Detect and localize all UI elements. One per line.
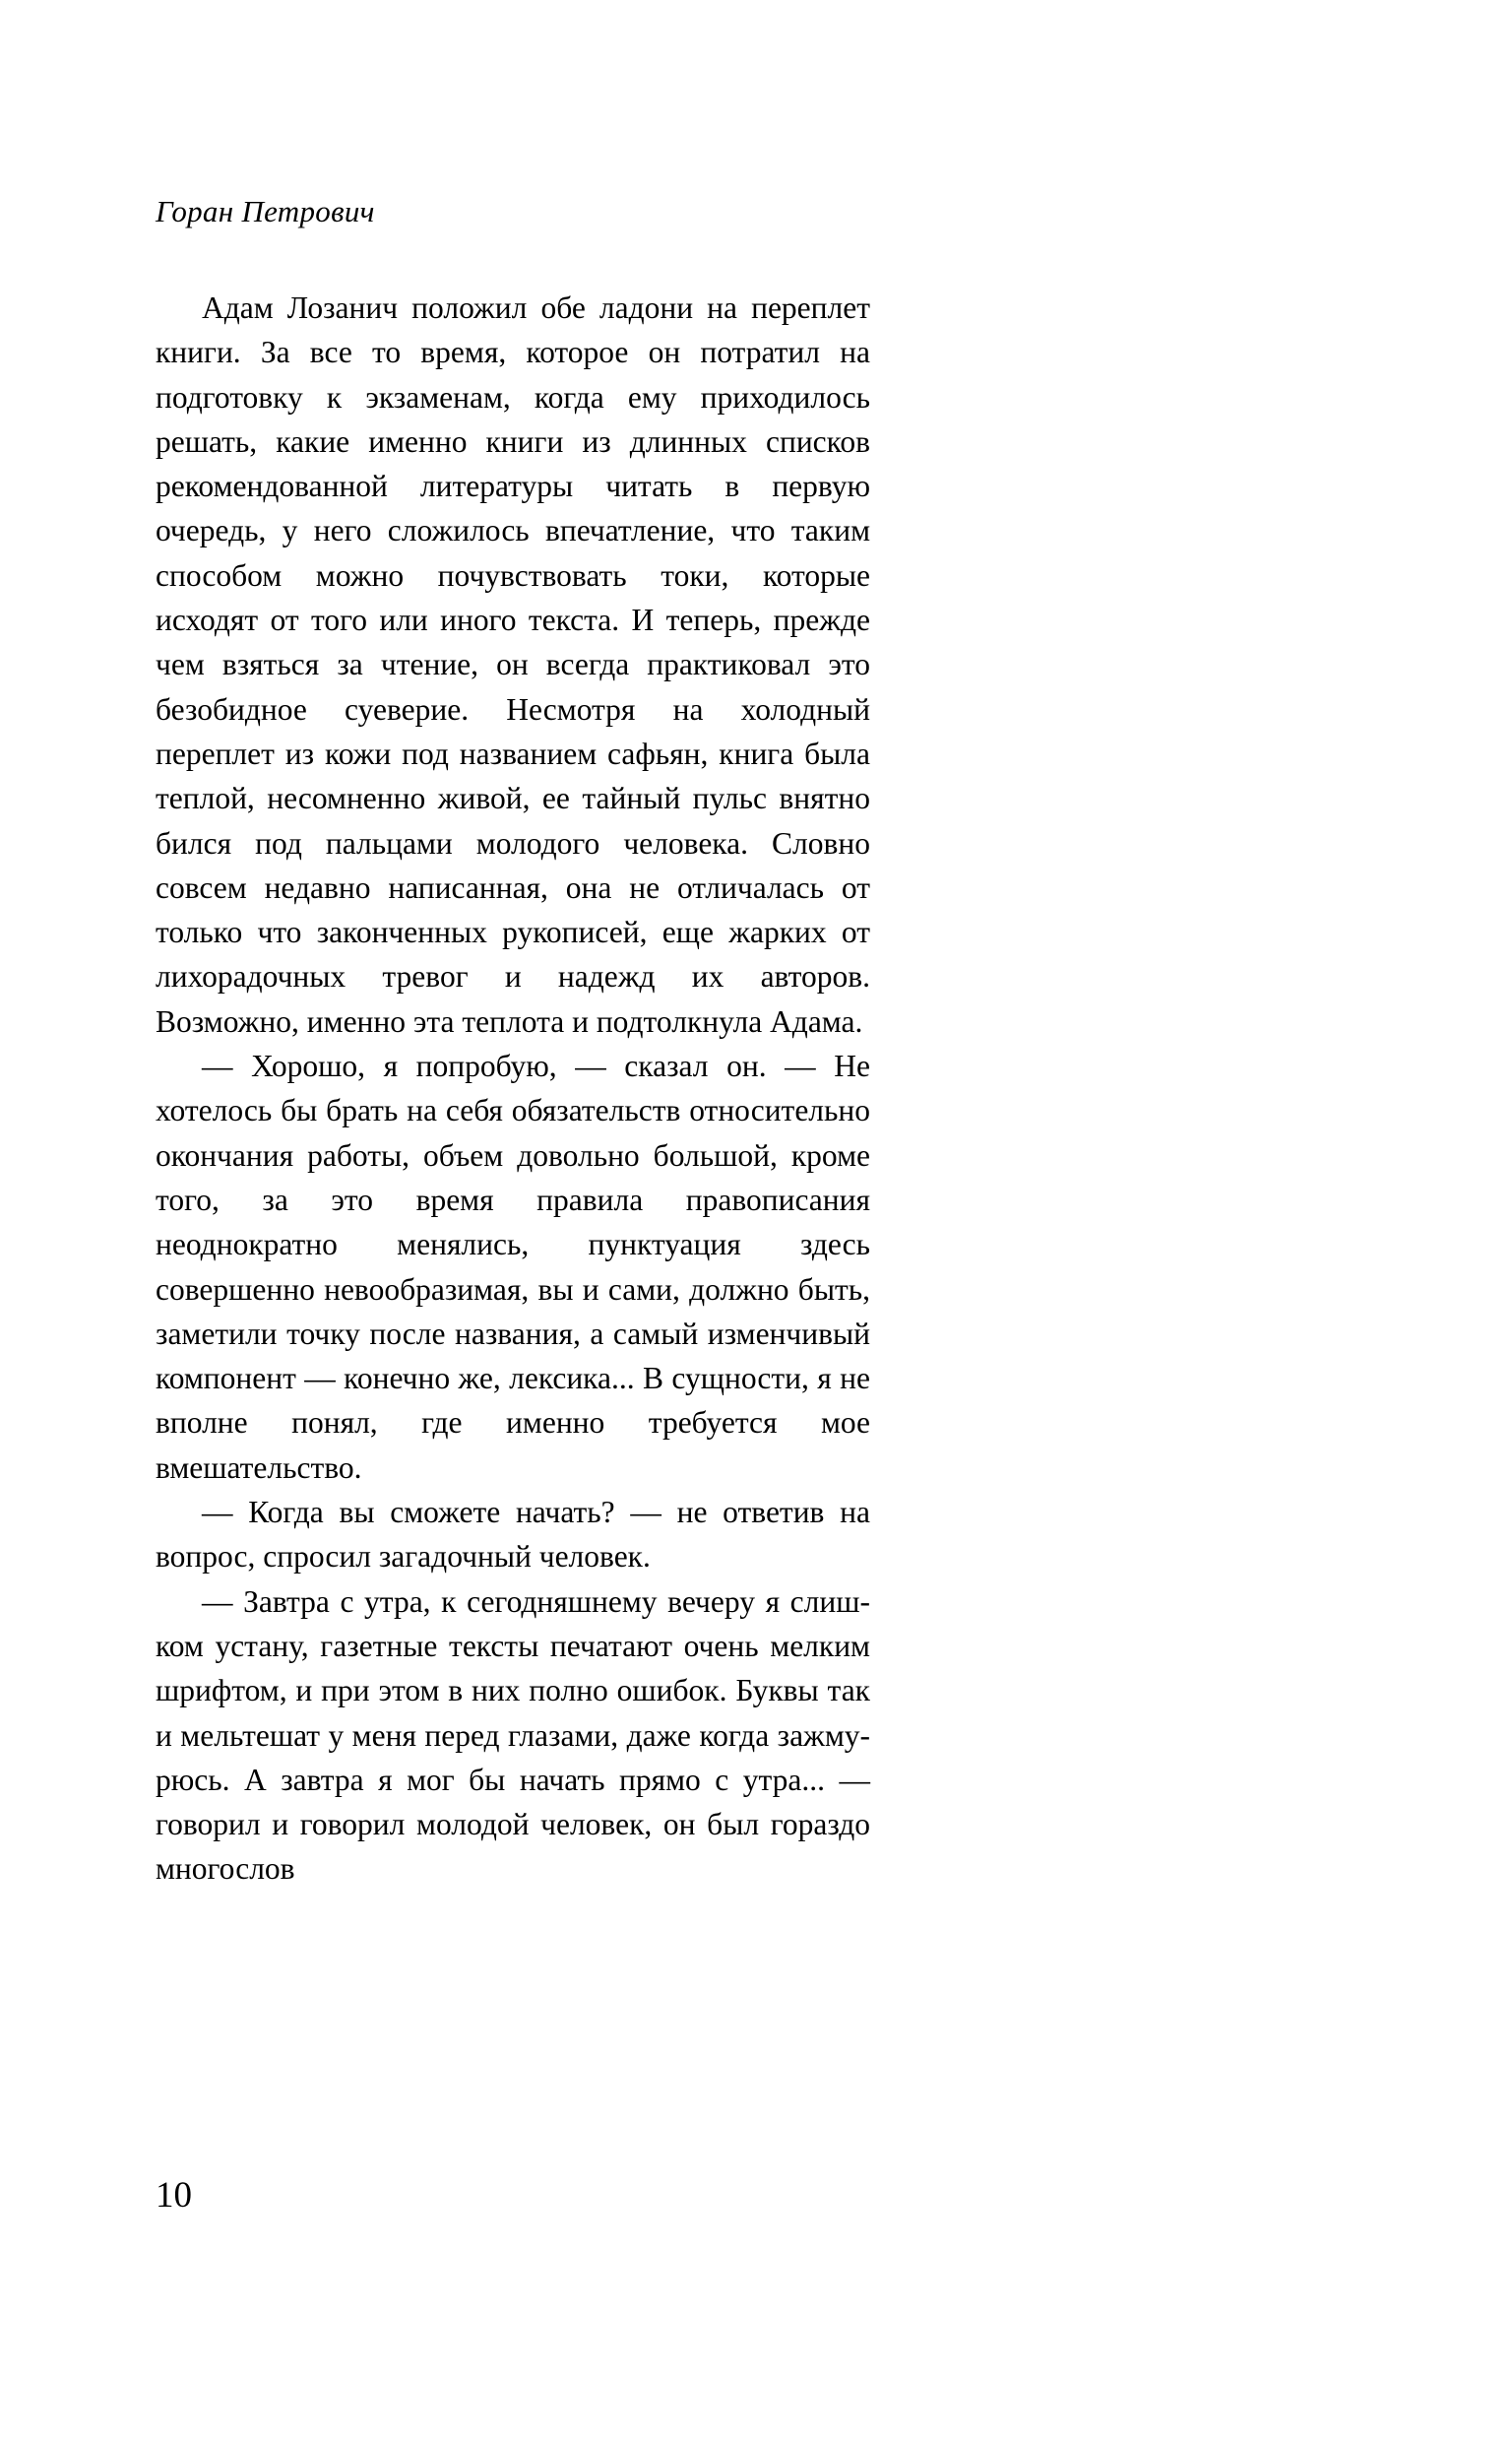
paragraph: — Завтра с утра, к сегодняшнему вечеру я слишком устану, газетные тексты печатают очень мелким шрифтом, и при этом в них полно ошибок. Буквы так и мельтешат у меня перед глазами, даже когда зажмурюсь. А завтра я мог бы начать прямо с утра... — говорил и говорил молодой человек, он был гораздо многослов xyxy=(156,1583,870,1887)
page-number: 10 xyxy=(156,2175,192,2216)
paragraph: — Хорошо, я попробую, — сказал он. — Не хотелось бы брать на себя обязательств относительно окончания работы, объем довольно большой, кроме того, за это время правила правописания неоднократно менялись, пунктуация здесь совершенно невообразимая, вы и сами, должно быть, заметили точку после названия, а самый изменчивый компонент — конечно же, лексика... В сущности, я не вполне понял, где именно требуется мое вмешательство. xyxy=(156,1049,870,1485)
running-header: Горан Петрович xyxy=(156,194,375,228)
body-text-block xyxy=(156,286,870,1892)
paragraph: — Когда вы сможете начать? — не ответив на вопрос, спросил загадочный человек. xyxy=(156,1495,870,1575)
paragraph: Адам Лозанич положил обе ладони на переплет книги. За все то время, которое он потратил на подготовку к экзаменам, когда ему приходилось решать, какие именно книги из длинных списков рекомендованной литературы читать в первую очередь, у него сложилось впечатление, что таким способом можно почувствовать токи, которые исходят от того или иного текста. И теперь, прежде чем взяться за чтение, он всегда практиковал это безобидное суеверие. Несмотря на холодный переплет из кожи под названием сафьян, книга была теплой, несомненно живой, ее тайный пульс внятно бился под пальцами молодого человека. Словно совсем недавно написанная, она не отличалась от только что законченных рукописей, еще жарких от лихорадочных тревог и надежд их авторов. Возможно, именно эта теплота и подтолкнула Адама. xyxy=(156,290,870,1039)
